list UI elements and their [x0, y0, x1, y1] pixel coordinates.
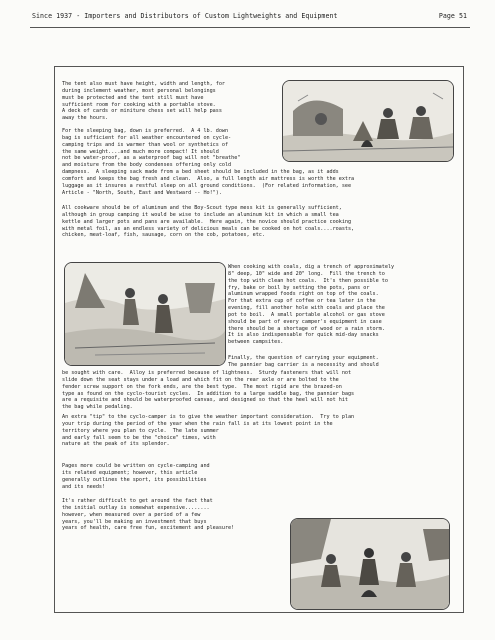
paragraph-sleeping-bag-cont: dampness. A sleeping sack made from a bed sheet should be included in the bag, as it adds comfort and keeps the bag fresh and clean. Also, a full length air mattress is worth the extra luggage as it insures a restful sleep on all ground conditions. (For related information, see Article - "North, South, East and Westward -- Ho!"). — [62, 169, 355, 196]
page-number: Page 51 — [438, 12, 467, 20]
stream-illustration — [64, 262, 226, 366]
header-title: Since 1937 - Importers and Distributors of Custom Lightweights and Equipment — [32, 12, 338, 20]
paragraph-expense: It's rather difficult to get around the fact that the initial outlay is somewhat expensive........ however, when measured over a period of a few years, you'll be making an investment that buys years of health, care free fun, excitement and pleasure! — [62, 498, 235, 532]
paragraph-weather: An extra "tip" to the cyclo-camper is to give the weather important consideration. Try to plan your trip during the period of the year when the rain fall is at its lowest point in the territory where you plan to cycle. The late summer and early fall seem to be the "choice" times, with nature at the peak of its splendor. — [62, 414, 355, 448]
group-campfire-illustration — [290, 518, 450, 610]
paragraph-carrying-cont: be sought with care. Alloy is preferred because of lightness. Sturdy fasteners that will not slide down the seat stays under a load and which fit on the rear axle or are bolted to the fender screw support on the fork ends, are the best type. The most rigid are the brazed-on type as found on the cyclo-tourist cycles. In addition to a large saddle bag, the pannier bags are a requisite and should be waterproofed canvas, and designed so that the heel will not hit the bag while pedaling. — [62, 370, 355, 411]
campfire-illustration — [282, 80, 454, 162]
paragraph-carrying: Finally, the question of carrying your equipment. The pannier bag carrier is a necessity and should — [228, 355, 379, 368]
paragraph-tent: The tent also must have height, width and length, for during inclement weather, most personal belongings must be protected and the tent still must have sufficient room for cooking with a portable stove. A deck of cards or miniture chess set will help pass away the hours. — [62, 81, 225, 122]
paragraph-sleeping-bag: For the sleeping bag, down is preferred. A 4 lb. down bag is sufficient for all weather encountered on cycle- camping trips and is warmer than wool or synthetics of the same weight....and much more compact! It should not be water-proof, as a waterproof bag will not "breathe" and moisture from the body condenses offering only cold — [62, 128, 241, 169]
paragraph-cookware: All cookware should be of aluminum and the Boy-Scout type mess kit is generally sufficient, although in group camping it would be wise to include an aluminum kit in which a small tea kettle and larger pots and pans are available. Here again, the novice should practice cooking with metal foil, as an endless variety of delicious meals can be cooked on hot coals....roasts, chicken, meat-loaf, fish, sausage, corn on the cob, potatoes, etc. — [62, 205, 355, 239]
page-header — [32, 12, 467, 20]
paragraph-coals: When cooking with coals, dig a trench of approximately 8" deep, 10" wide and 20" long. Fill the trench to the top with clean hot coals. It's then possible to fry, bake or boil by setting the pots, pans or aluminum wrapped foods right on top of the coals. For that extra cup of coffee or tea later in the evening, fill another hole with coals and place the pot to boil. A small portable alcohol or gas stove should be part of every camper's equipment in case there should be a shortage of wood or a rain storm. It is also indispensable for quick mid-day snacks between campsites. — [228, 264, 395, 346]
header-rule — [30, 27, 470, 28]
paragraph-pages-more: Pages more could be written on cycle-camping and its related equipment; however, this article generally outlines the sport, its possibilities and its needs! — [62, 463, 210, 490]
